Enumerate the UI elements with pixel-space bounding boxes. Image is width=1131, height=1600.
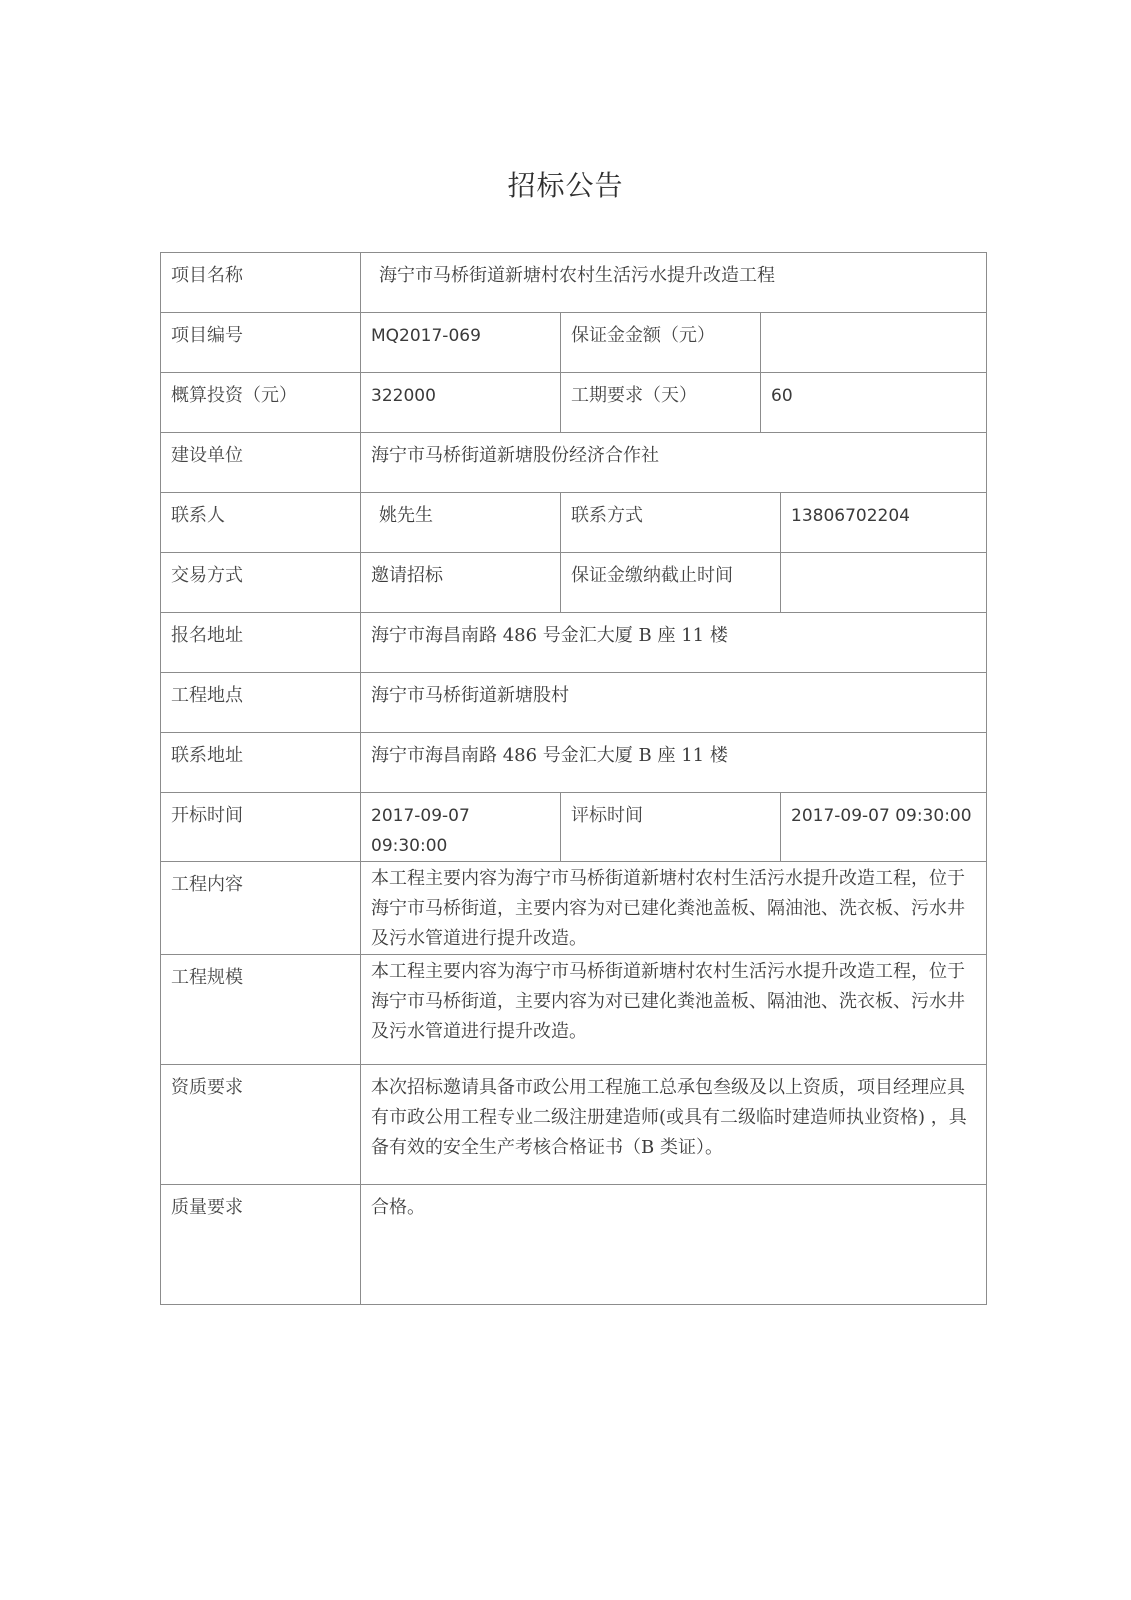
contact-address-value: 海宁市海昌南路 486 号金汇大厦 B 座 11 楼 (361, 733, 987, 793)
project-no-value: MQ2017-069 (361, 313, 561, 373)
contact-address-label: 联系地址 (161, 733, 361, 793)
deposit-amount-label: 保证金金额（元） (561, 313, 761, 373)
table-row (161, 253, 987, 313)
qualification-label: 资质要求 (161, 1065, 361, 1185)
page-title: 招标公告 (507, 169, 624, 202)
evaluation-time-label: 评标时间 (561, 793, 781, 862)
quality-value: 合格。 (361, 1185, 987, 1305)
content-label: 工程内容 (161, 862, 361, 955)
signup-address-value: 海宁市海昌南路 486 号金汇大厦 B 座 11 楼 (361, 613, 987, 673)
contact-person-label: 联系人 (161, 493, 361, 553)
deposit-deadline-label: 保证金缴纳截止时间 (561, 553, 781, 613)
project-name-label: 项目名称 (161, 253, 361, 313)
table-row (161, 553, 987, 613)
budget-value: 322000 (361, 373, 561, 433)
builder-value: 海宁市马桥街道新塘股份经济合作社 (361, 433, 987, 493)
project-name-value: 海宁市马桥街道新塘村农村生活污水提升改造工程 (361, 253, 987, 313)
scale-value: 本工程主要内容为海宁市马桥街道新塘村农村生活污水提升改造工程，位于海宁市马桥街道，主要内容为对已建化粪池盖板、隔油池、洗衣板、污水井及污水管道进行提升改造。 (361, 955, 987, 1065)
budget-label: 概算投资（元） (161, 373, 361, 433)
contact-person-value: 姚先生 (361, 493, 561, 553)
signup-address-label: 报名地址 (161, 613, 361, 673)
contact-method-label: 联系方式 (561, 493, 781, 553)
open-time-value: 2017-09-07 09:30:00 (361, 793, 561, 862)
deposit-amount-value (761, 313, 987, 373)
table-row (161, 955, 987, 1065)
deposit-deadline-value (781, 553, 987, 613)
trade-method-value: 邀请招标 (361, 553, 561, 613)
duration-label: 工期要求（天） (561, 373, 761, 433)
table-row (161, 733, 987, 793)
scale-label: 工程规模 (161, 955, 361, 1065)
open-time-label: 开标时间 (161, 793, 361, 862)
quality-label: 质量要求 (161, 1185, 361, 1305)
table-row (161, 373, 987, 433)
site-value: 海宁市马桥街道新塘股村 (361, 673, 987, 733)
builder-label: 建设单位 (161, 433, 361, 493)
content-value: 本工程主要内容为海宁市马桥街道新塘村农村生活污水提升改造工程，位于海宁市马桥街道，主要内容为对已建化粪池盖板、隔油池、洗衣板、污水井及污水管道进行提升改造。 (361, 862, 987, 955)
trade-method-label: 交易方式 (161, 553, 361, 613)
project-no-label: 项目编号 (161, 313, 361, 373)
table-row (161, 433, 987, 493)
duration-value: 60 (761, 373, 987, 433)
site-label: 工程地点 (161, 673, 361, 733)
table-row (161, 613, 987, 673)
table-row (161, 1185, 987, 1305)
contact-method-value: 13806702204 (781, 493, 987, 553)
table-row (161, 862, 987, 955)
evaluation-time-value: 2017-09-07 09:30:00 (781, 793, 987, 862)
tender-info-table (160, 252, 987, 1305)
table-row (161, 493, 987, 553)
table-row (161, 313, 987, 373)
table-row (161, 793, 987, 862)
table-row (161, 1065, 987, 1185)
table-row (161, 673, 987, 733)
qualification-value: 本次招标邀请具备市政公用工程施工总承包叁级及以上资质，项目经理应具有市政公用工程专业二级注册建造师(或具有二级临时建造师执业资格) ，具备有效的安全生产考核合格证书（B 类证）。 (361, 1065, 987, 1185)
